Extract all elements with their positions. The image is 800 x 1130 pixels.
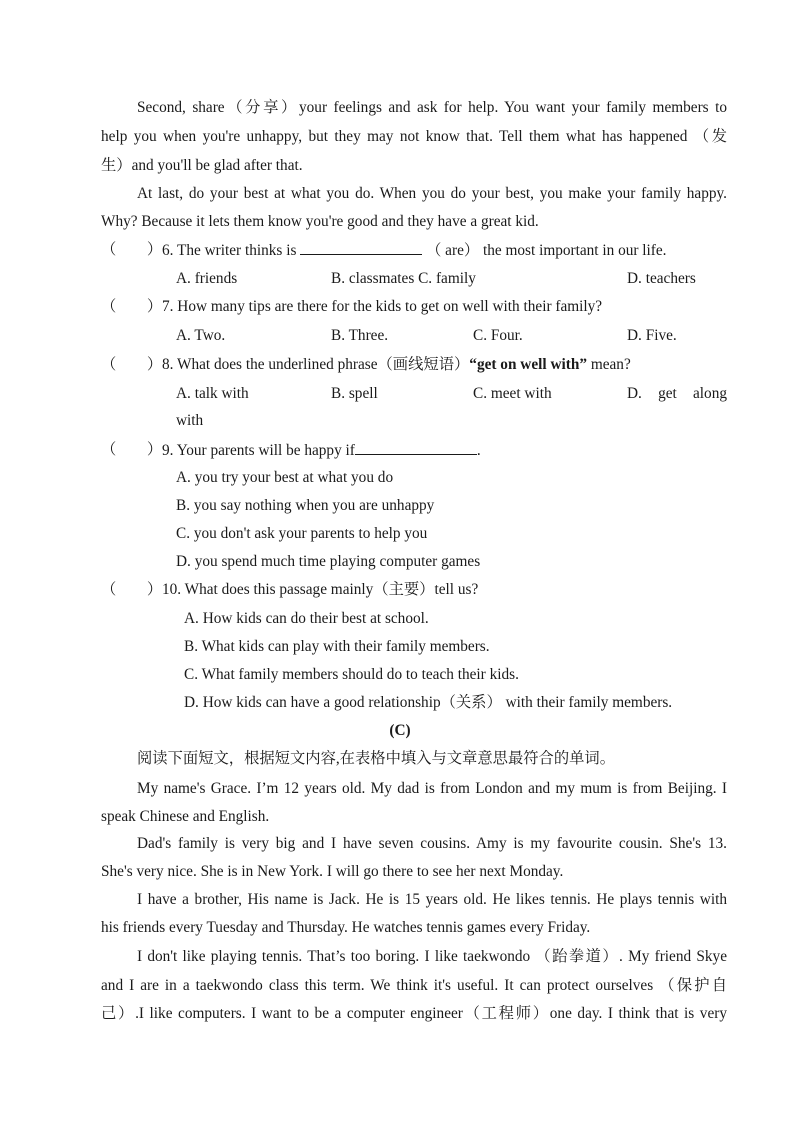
option-c[interactable]: C. What family members should do to teach their kids.: [184, 666, 519, 683]
paragraph-line: I don't like playing tennis. That’s too boring. I like taekwondo （跆拳道）. My friend Skye: [137, 948, 727, 965]
question-stem-text: mean?: [590, 356, 631, 373]
option-b[interactable]: B. classmates C. family: [331, 270, 476, 287]
option-c[interactable]: C. meet with: [473, 385, 552, 402]
paragraph-line: 生）and you'll be glad after that.: [101, 157, 303, 174]
question-stem-text: （ are） the most important in our life.: [426, 242, 667, 259]
option-b[interactable]: B. you say nothing when you are unhappy: [176, 497, 435, 514]
option-a[interactable]: A. How kids can do their best at school.: [184, 610, 429, 627]
option-c[interactable]: C. Four.: [473, 327, 523, 344]
paragraph-line: Second, share（分享）your feelings and ask for help. You want your family members to: [137, 99, 727, 116]
question-stem-end: .: [476, 442, 481, 459]
paragraph-line: speak Chinese and English.: [101, 808, 270, 825]
fill-blank[interactable]: [300, 240, 422, 255]
option-a[interactable]: A. you try your best at what you do: [176, 469, 394, 486]
option-b[interactable]: B. spell: [331, 385, 378, 402]
answer-bracket[interactable]: （ ）: [101, 441, 163, 458]
option-d[interactable]: D. Five.: [627, 327, 677, 344]
paragraph-line: Why? Because it lets them know you're good and they have a great kid.: [101, 213, 539, 230]
paragraph-line: 己）.I like computers. I want to be a computer engineer（工程师）one day. I think that is very: [101, 1005, 727, 1022]
option-a[interactable]: A. Two.: [176, 327, 226, 344]
answer-bracket[interactable]: （ ）: [101, 356, 163, 373]
answer-bracket[interactable]: （ ）: [101, 581, 163, 598]
question-9-stem: [162, 440, 481, 461]
option-d[interactable]: D. How kids can have a good relationship（关系） with their family members.: [184, 694, 673, 711]
question-stem-text: 6. The writer thinks is: [162, 242, 297, 259]
section-heading: (C): [389, 722, 411, 739]
option-b[interactable]: B. Three.: [331, 327, 389, 344]
question-stem-text: 9. Your parents will be happy if: [162, 442, 355, 459]
option-c[interactable]: C. you don't ask your parents to help you: [176, 525, 428, 542]
underlined-phrase: “get on well with”: [469, 356, 587, 373]
option-a[interactable]: A. friends: [176, 270, 238, 287]
fill-blank[interactable]: [355, 440, 477, 455]
question-10-stem: 10. What does this passage mainly（主要）tell us?: [162, 581, 479, 598]
option-d-wrap[interactable]: with: [176, 412, 204, 429]
answer-bracket[interactable]: （ ）: [101, 241, 163, 258]
paragraph-line: Dad's family is very big and I have seven cousins. Amy is my favourite cousin. She's 13.: [137, 835, 727, 852]
paragraph-line: and I are in a taekwondo class this term. We think it's useful. It can protect ourselves （保护自: [101, 977, 727, 994]
paragraph-line: At last, do your best at what you do. When you do your best, you make your family happy.: [137, 185, 727, 202]
option-b[interactable]: B. What kids can play with their family members.: [184, 638, 490, 655]
paragraph-line: I have a brother, His name is Jack. He is 15 years old. He likes tennis. He plays tennis with: [137, 891, 727, 908]
question-stem-text: 8. What does the underlined phrase（画线短语）: [162, 356, 470, 373]
option-d[interactable]: D. teachers: [627, 270, 696, 287]
paragraph-line: his friends every Tuesday and Thursday. He watches tennis games every Friday.: [101, 919, 591, 936]
paragraph-line: My name's Grace. I’m 12 years old. My dad is from London and my mum is from Beijing. I: [137, 780, 727, 797]
question-7-stem: 7. How many tips are there for the kids to get on well with their family?: [162, 298, 603, 315]
option-d[interactable]: D. get along: [627, 385, 727, 402]
option-a[interactable]: A. talk with: [176, 385, 249, 402]
option-d[interactable]: D. you spend much time playing computer games: [176, 553, 481, 570]
paragraph-line: She's very nice. She is in New York. I will go there to see her next Monday.: [101, 863, 564, 880]
section-instruction: 阅读下面短文，根据短文内容,在表格中填入与文章意思最符合的单词。: [137, 750, 616, 767]
question-6-stem: [162, 240, 667, 261]
answer-bracket[interactable]: （ ）: [101, 298, 163, 315]
paragraph-line: help you when you're unhappy, but they may not know that. Tell them what has happened （发: [101, 128, 727, 145]
question-8-stem: [162, 355, 631, 375]
